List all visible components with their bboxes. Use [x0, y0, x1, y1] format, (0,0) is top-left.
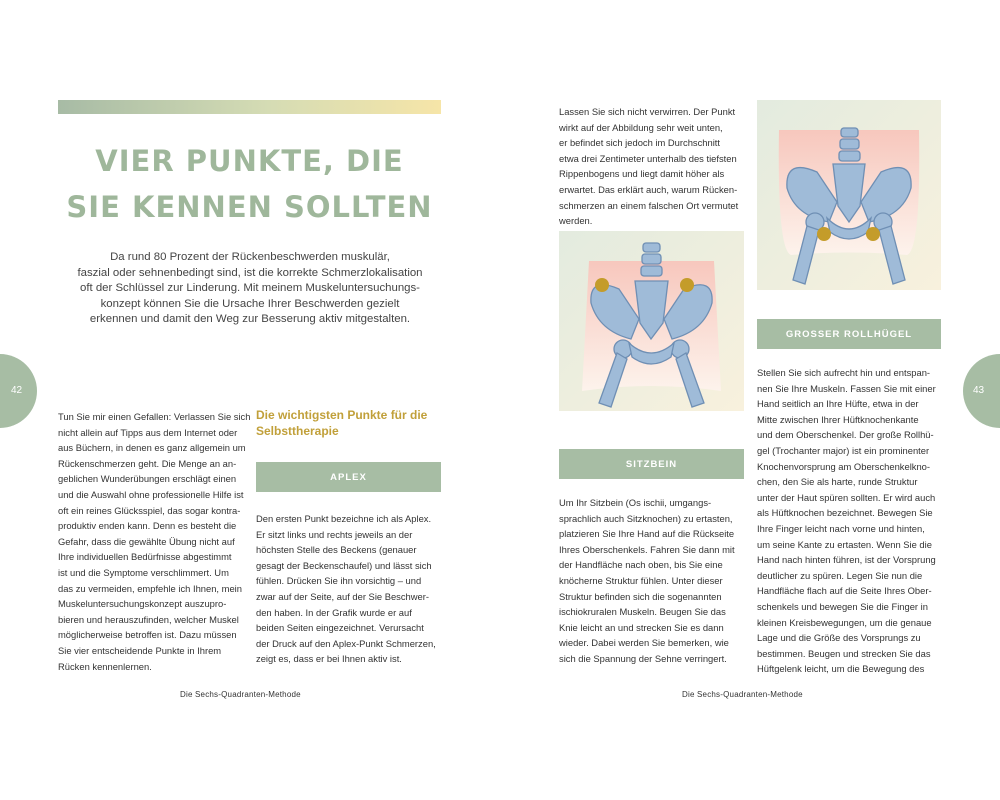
page-number-tab-right	[963, 354, 1000, 428]
body-line: Gefahr, dass die gewählte Übung nicht auf	[58, 535, 235, 547]
footer-text: Die Sechs-Quadranten-Methode	[682, 690, 803, 699]
body-line: Tun Sie mir einen Gefallen: Verlassen Sie sich	[58, 411, 251, 422]
body-line: gel (Trochanter major) ist ein prominenter	[757, 444, 930, 456]
aplex-label-text: APLEX	[330, 471, 367, 483]
body-line: Struktur befinden sich die sogenannten	[559, 590, 722, 602]
decorative-gradient-bar	[58, 100, 441, 114]
body-line: Rückenschmerzen geht. Die Menge an an-	[58, 457, 237, 469]
body-line: der Handfläche nach oben, bis Sie eine	[559, 559, 723, 571]
body-line: und die Auswahl ohne professionelle Hilfe ist	[58, 488, 244, 500]
body-line: Hüftgelenk leicht, um die Bewegung des	[757, 663, 925, 675]
body-line: höchsten Stelle des Beckens (genauer	[256, 544, 417, 556]
body-line: Den ersten Punkt bezeichne ich als Aplex.	[256, 513, 432, 524]
body-line: schenkels und bewegen Sie die Finger in	[757, 600, 928, 612]
body-line: erwartet. Das erklärt auch, warum Rücken-	[559, 183, 738, 195]
body-line: geblichen Wunderübungen erschlägt einen	[58, 473, 237, 485]
body-line: als Hüftknochen bezeichnet. Bewegen Sie	[757, 507, 933, 519]
body-line: Er sitzt links und rechts jeweils an der	[256, 528, 413, 540]
aplex-marker-right	[680, 278, 694, 292]
sitzbein-label-text: SITZBEIN	[625, 458, 678, 470]
running-footer-left	[180, 690, 301, 699]
body-line: den haben. In der Grafik wurde er auf	[256, 606, 412, 618]
page-number: 42	[11, 385, 23, 396]
body-line: wieder. Dabei werden Sie bemerken, wie	[559, 637, 729, 649]
body-line: Ihre individuellen Bedürfnisse abgestimmt	[58, 551, 232, 563]
body-line: möglicherweise betroffen ist. Dazu müssen	[58, 629, 237, 641]
running-footer-right	[682, 690, 803, 699]
pelvis-aplex-svg	[559, 231, 744, 411]
body-line: und dem Oberschenkel. Der große Rollhü-	[757, 429, 934, 441]
body-line: Knochenvorsprung am Oberschenkelkno-	[757, 460, 931, 472]
body-line: oft ein reines Glücksspiel, das sogar kontra-	[58, 504, 241, 516]
headline-line-1: VIER PUNKTE, DIE	[95, 144, 404, 178]
headline-line-2: SIE KENNEN SOLLTEN	[66, 190, 433, 224]
page-number-tab-left	[0, 354, 37, 428]
body-line: platzieren Sie Ihre Hand auf die Rückseite	[559, 528, 735, 540]
body-line: um seine Kante zu ertasten. Wenn Sie die	[757, 538, 932, 550]
sitzbein-body	[559, 495, 749, 667]
trochanter-marker-right	[866, 227, 880, 241]
body-line: Hand nach hinten führen, ist der Vorsprung	[757, 554, 936, 566]
pelvis-trochanter-svg	[757, 100, 941, 290]
body-line: Ihre Finger leicht nach vorne und hinten,	[757, 522, 925, 534]
body-line: Lassen Sie sich nicht verwirren. Der Punkt	[559, 106, 736, 117]
body-line: deutlicher zu spüren. Legen Sie nun die	[757, 569, 923, 581]
pelvis-illustration-trochanter	[757, 100, 941, 290]
body-line: zeigt es, dass er bei Ihnen aktiv ist.	[256, 653, 402, 665]
rollhuegel-label	[757, 319, 941, 349]
body-line: Ihres Oberschenkels. Fahren Sie dann mit	[559, 543, 735, 555]
intro-line: faszial oder sehnenbedingt sind, ist die korrekte Schmerzlokalisation	[77, 266, 423, 279]
body-line: Stellen Sie sich aufrecht hin und entspan-	[757, 367, 931, 378]
body-line: Muskeluntersuchungskonzept auszupro-	[58, 598, 227, 610]
chapter-headline	[58, 138, 441, 230]
body-line: zwar auf der Seite, auf der Sie Beschwer-	[256, 590, 429, 602]
body-line: Mitte zwischen Ihrer Hüftknochenkante	[757, 413, 919, 425]
body-line: Hand seitlich an Ihre Hüfte, etwa in der	[757, 398, 919, 410]
body-column-1	[58, 409, 251, 674]
body-line: beiden Seiten eingezeichnet. Verursacht	[256, 622, 424, 634]
body-line: der Druck auf den Aplex-Punkt Schmerzen,	[256, 637, 436, 649]
body-line: nicht allein auf Tipps aus dem Internet oder	[58, 426, 238, 438]
aplex-marker-left	[595, 278, 609, 292]
body-line: gesagt der Beckenschaufel) und lässt sich	[256, 559, 432, 571]
body-line: sprachlich auch Sitzknochen) zu ertasten,	[559, 512, 733, 524]
body-line: knöcherne Struktur fühlen. Unter dieser	[559, 574, 723, 586]
page-number: 43	[973, 385, 985, 396]
rollhuegel-body	[757, 365, 947, 677]
body-line: werden.	[559, 215, 593, 227]
sitzbein-label	[559, 449, 744, 479]
body-line: Handfläche flach auf die Seite Ihres Ober-	[757, 585, 932, 597]
body-line: wirkt auf der Abbildung sehr weit unten,	[559, 121, 723, 133]
intro-line: erkennen und damit den Weg zur Besserung aktiv mitgestalten.	[89, 313, 411, 325]
body-line: chen, den Sie als harte, runde Struktur	[757, 476, 918, 488]
body-line: etwa drei Zentimeter unterhalb des tiefsten	[559, 152, 737, 164]
body-line: Um Ihr Sitzbein (Os ischii, umgangs-	[559, 497, 712, 508]
intro-paragraph	[70, 250, 430, 328]
aplex-label	[256, 462, 441, 492]
body-line: fühlen. Drücken Sie ihn vorsichtig – und	[256, 575, 422, 587]
body-line: ischiokruralen Muskeln. Beugen Sie das	[559, 606, 726, 618]
subhead-line-2: Selbsttherapie	[256, 424, 339, 438]
body-line: Lage und die Größe des Vorsprungs zu	[757, 632, 921, 644]
intro-line: konzept können Sie die Ursache Ihrer Beschwerden gezielt	[100, 297, 400, 310]
body-line: Rücken kennenlernen.	[58, 660, 152, 672]
body-line: nen Sie Ihre Muskeln. Fassen Sie mit einer	[757, 382, 936, 394]
body-line: bieren und herauszufinden, welcher Muskel	[58, 613, 239, 625]
rollhuegel-label-text: GROSSER ROLLHÜGEL	[785, 328, 913, 340]
body-line: Rippenbogens und liegt damit höher als	[559, 168, 725, 180]
trochanter-marker-left	[817, 227, 831, 241]
body-line: produktiv enden kann. Denn es besteht die	[58, 520, 237, 532]
body-line: schmerzen an einem falschen Ort vermutet	[559, 199, 739, 211]
body-line: unter der Haut spüren sollten. Er wird auch	[757, 491, 936, 503]
section-subhead	[256, 407, 441, 439]
footer-text: Die Sechs-Quadranten-Methode	[180, 690, 301, 699]
body-line: er befindet sich jedoch im Durchschnitt	[559, 137, 721, 149]
body-line: ist und die Symptome verschlimmert. Um	[58, 566, 229, 578]
body-line: Knie leicht an und strecken Sie es dann	[559, 621, 724, 633]
body-column-2	[256, 511, 446, 667]
body-line: das zu vermeiden, empfehle ich Ihnen, mein	[58, 582, 242, 594]
intro-line: Da rund 80 Prozent der Rückenbeschwerden muskulär,	[110, 251, 390, 263]
pelvis-illustration-aplex	[559, 231, 744, 411]
body-line: sich die Spannung der Sehne verringert.	[559, 652, 727, 664]
body-line: Sie vier entscheidende Punkte in Ihrem	[58, 644, 222, 656]
right-intro-text	[559, 104, 749, 229]
body-line: bestimmen. Beugen und strecken Sie das	[757, 647, 931, 659]
body-line: kleinen Kreisbewegungen, um die genaue	[757, 616, 932, 628]
body-line: aus Büchern, in denen es ganz allgemein um	[58, 442, 246, 454]
subhead-line-1: Die wichtigsten Punkte für die	[256, 408, 428, 422]
intro-line: oft der Schlüssel zur Linderung. Mit meinem Muskeluntersuchungs-	[80, 282, 420, 294]
